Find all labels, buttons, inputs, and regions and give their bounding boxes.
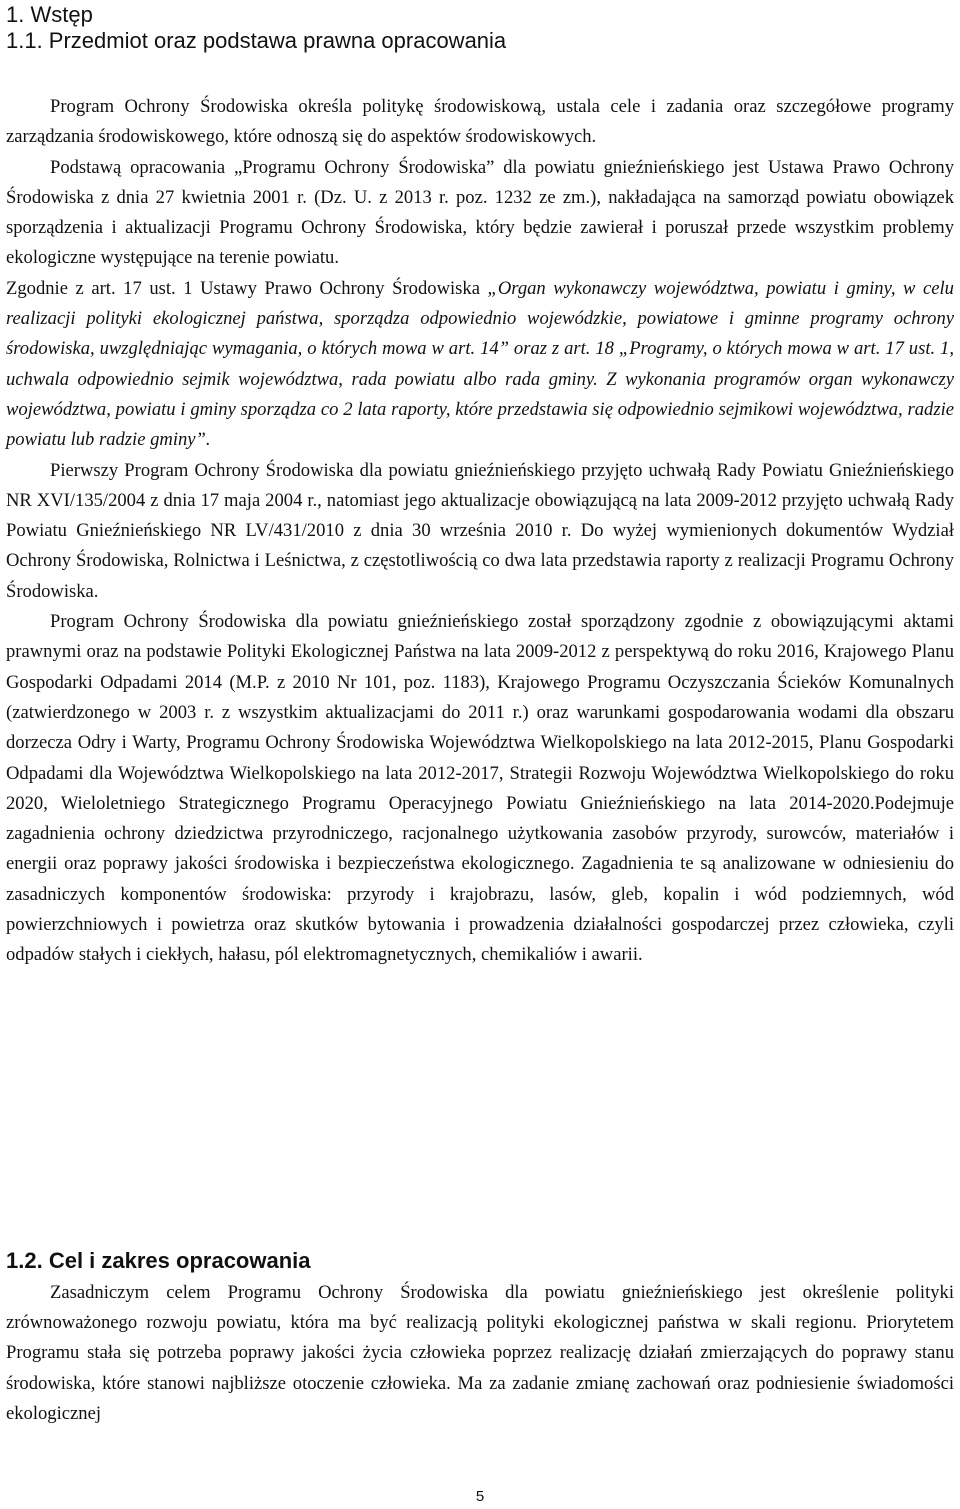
paragraph-lead: Zgodnie z art. 17 ust. 1 Ustawy Prawo Ochrony Środowiska bbox=[6, 277, 488, 299]
paragraph: Podstawą opracowania „Programu Ochrony Środowiska” dla powiatu gnieźnieńskiego jest Ustawa Prawo Ochrony Środowiska z dnia 27 kwietnia 2001 r. (Dz. U. z 2013 r. poz. 1232 ze zm.), nakładająca na samorząd powiatu obowiązek sporządzenia i aktualizacji Programu Ochrony Środowiska, który będzie zawierał i poruszał przede wszystkim problemy ekologiczne występujące na terenie powiatu. bbox=[6, 156, 954, 269]
quotation: „Organ wykonawczy województwa, powiatu i gminy, w celu realizacji polityki ekologicznej państwa, sporządza odpowiednio wojewódzkie, powiatowe i gminne programy ochrony środowiska, uwzględniając wymagania, o których mowa w art. 14” oraz z art. 18 „Programy, o których mowa w art. 17 ust. 1, uchwala odpowiednio sejmik województwa, rada powiatu albo rada gminy. Z wykonania programów organ wykonawczy województwa, powiatu i gminy sporządza co 2 lata raporty, które przedstawia się odpowiednio sejmikowi województwa, radzie powiatu lub radzie gminy”. bbox=[6, 277, 954, 451]
section-1-2-heading bbox=[6, 1248, 311, 1274]
paragraph: Program Ochrony Środowiska określa politykę środowiskową, ustala cele i zadania oraz szczegółowe programy zarządzania środowiskowego, które odnoszą się do aspektów środowiskowych. bbox=[6, 96, 954, 148]
paragraph: Program Ochrony Środowiska dla powiatu gnieźnieńskiego został sporządzony zgodnie z obowiązującymi aktami prawnymi oraz na podstawie Polityki Ekologicznej Państwa na lata 2009-2012 z perspektywą do roku 2016, Krajowego Planu Gospodarki Odpadami 2014 (M.P. z 2010 Nr 101, poz. 1183), Krajowego Programu Oczyszczania Ścieków Komunalnych (zatwierdzonego w 2003 r. z wszystkim aktualizacjami do 2011 r.) oraz warunkami gospodarowania wodami dla obszaru dorzecza Odry i Warty, Programu Ochrony Środowiska Województwa Wielkopolskiego na lata 2012-2015, Planu Gospodarki Odpadami dla Województwa Wielkopolskiego na lata 2012-2017, Strategii Rozwoju Województwa Wielkopolskiego do roku 2020, Wieloletniego Strategicznego Programu Operacyjnego Powiatu Gnieźnieńskiego na lata 2014-2020.Podejmuje zagadnienia ochrony dziedzictwa przyrodniczego, racjonalnego użytkowania zasobów przyrody, surowców, materiałów i energii oraz poprawy jakości środowiska i bezpieczeństwa ekologicznego. Zagadnienia te są analizowane w odniesieniu do zasadniczych komponentów środowiska: przyrody i krajobrazu, lasów, gleb, kopalin i wód podziemnych, wód powierzchniowych i powietrza oraz skutków bytowania i prowadzenia działalności gospodarczej przez człowieka, czyli odpadów stałych i ciekłych, hałasu, pól elektromagnetycznych, chemikaliów i awarii. bbox=[6, 611, 954, 966]
section-1-2-body bbox=[6, 1278, 954, 1429]
section-1-2-title: Cel i zakres opracowania bbox=[48, 1248, 311, 1273]
paragraph bbox=[6, 274, 954, 456]
section-1-2-number: 1.2. bbox=[6, 1248, 43, 1273]
page-number: 5 bbox=[475, 1488, 485, 1505]
chapter-title: 1. Wstęp bbox=[6, 2, 93, 27]
paragraph: Pierwszy Program Ochrony Środowiska dla powiatu gnieźnieńskiego przyjęto uchwałą Rady Powiatu Gnieźnieńskiego NR XVI/135/2004 z dnia 17 maja 2004 r., natomiast jego aktualizacje obowiązującą na lata 2009-2012 przyjęto uchwałą Rady Powiatu Gnieźnieńskiego NR LV/431/2010 z dnia 30 września 2010 r. Do wyżej wymienionych dokumentów Wydział Ochrony Środowiska, Rolnictwa i Leśnictwa, z częstotliwością co dwa lata przedstawia raporty z realizacji Programu Ochrony Środowiska. bbox=[6, 459, 954, 602]
section-1-1-body bbox=[6, 92, 954, 971]
section-1-1-heading: 1.1. Przedmiot oraz podstawa prawna opracowania bbox=[6, 28, 507, 53]
paragraph: Zasadniczym celem Programu Ochrony Środowiska dla powiatu gnieźnieńskiego jest określenie polityki zrównoważonego rozwoju powiatu, która ma być realizacją polityki ekologicznej państwa w skali regionu. Priorytetem Programu stała się potrzeba poprawy jakości życia człowieka poprzez realizację działań zmierzających do poprawy stanu środowiska, które stanowi najbliższe otoczenie człowieka. Ma za zadanie zmianę zachowań oraz podniesienie świadomości ekologicznej bbox=[6, 1282, 954, 1424]
chapter-heading bbox=[6, 2, 506, 54]
